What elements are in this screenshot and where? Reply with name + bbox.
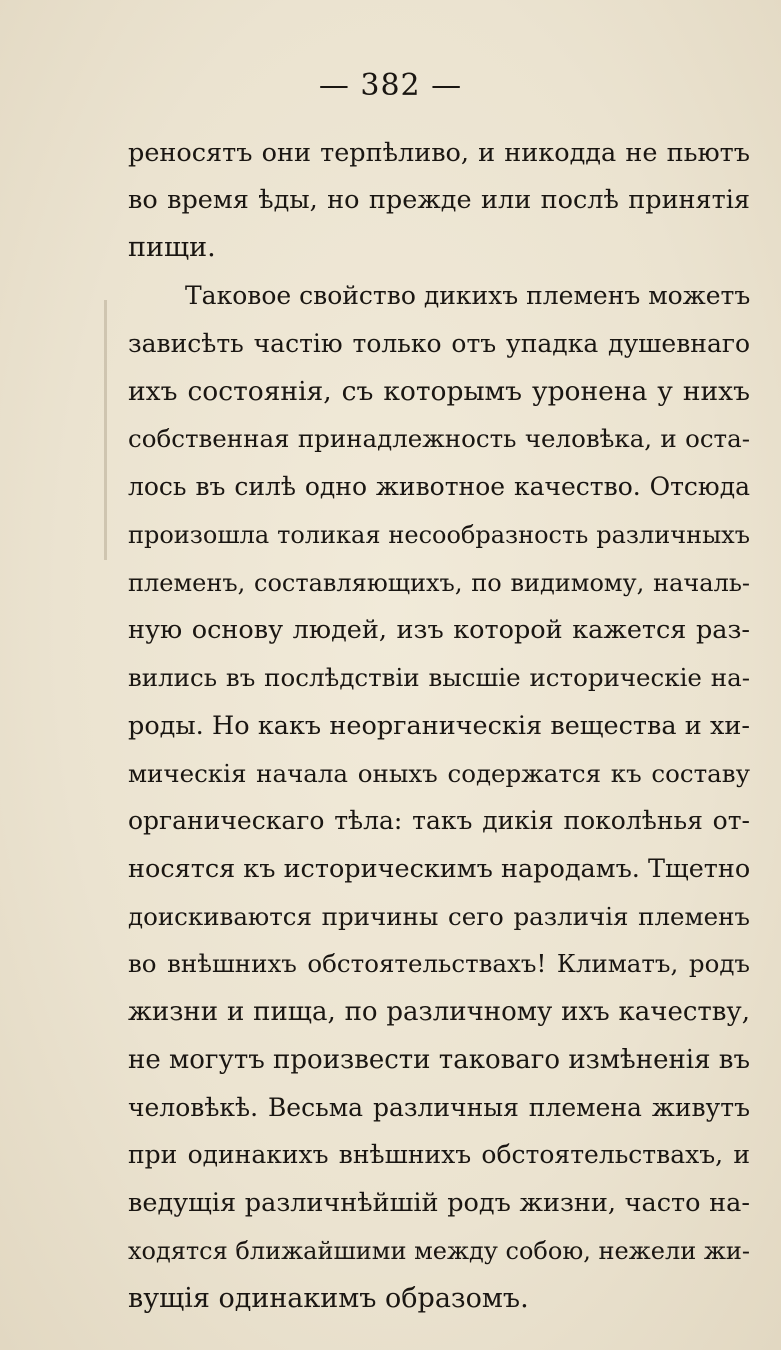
text-line: не могутъ произвести таковаго измѣненія въ bbox=[128, 1045, 750, 1075]
text-line: при одинакихъ внѣшнихъ обстоятельствахъ, и bbox=[128, 1140, 750, 1169]
text-line: во время ѣды, но прежде или послѣ принятія bbox=[128, 185, 750, 215]
text-line: роды. Но какъ неорганическія вещества и хи- bbox=[128, 711, 750, 741]
text-line: ную основу людей, изъ которой кажется раз- bbox=[128, 615, 750, 645]
text-line: человѣкѣ. Весьма различныя племена живутъ bbox=[128, 1093, 750, 1122]
text-line: произошла толикая несообразность различныхъ bbox=[128, 521, 750, 549]
text-line: ихъ состоянія, съ которымъ уронена у нихъ bbox=[128, 376, 750, 407]
text-line: ведущія различнѣйшій родъ жизни, часто на- bbox=[128, 1188, 750, 1218]
text-line: жизни и пища, по различному ихъ качеству, bbox=[128, 997, 750, 1027]
text-line: ходятся ближайшими между собою, нежели жи- bbox=[128, 1237, 750, 1265]
text-line: носятся къ историческимъ народамъ. Тщетно bbox=[128, 854, 750, 884]
text-line: органическаго тѣла: такъ дикія поколѣнья от- bbox=[128, 806, 750, 835]
text-line: вущія одинакимъ образомъ. bbox=[128, 1283, 529, 1314]
margin-shadow bbox=[104, 300, 107, 560]
text-line: мическія начала оныхъ содержатся къ составу bbox=[128, 759, 750, 788]
text-line: во внѣшнихъ обстоятельствахъ! Климатъ, родъ bbox=[128, 949, 750, 978]
page-number: — 382 — bbox=[318, 68, 463, 103]
text-line: вились въ послѣдствіи высшіе историческіе на- bbox=[128, 663, 750, 692]
text-line: собственная принадлежность человѣка, и оста- bbox=[128, 424, 750, 453]
text-line: пищи. bbox=[128, 232, 216, 263]
paragraph-first-line: Таковое свойство дикихъ племенъ можетъ bbox=[185, 281, 750, 310]
text-line: реносятъ они терпѣливо, и никодда не пьютъ bbox=[128, 138, 750, 168]
text-line: доискиваются причины сего различія племенъ bbox=[128, 902, 750, 931]
text-line: племенъ, составляющихъ, по видимому, началь- bbox=[128, 569, 750, 597]
text-line: зависѣть частію только отъ упадка душевнаго bbox=[128, 329, 750, 358]
text-line: лось въ силѣ одно животное качество. Отсюда bbox=[128, 472, 750, 501]
